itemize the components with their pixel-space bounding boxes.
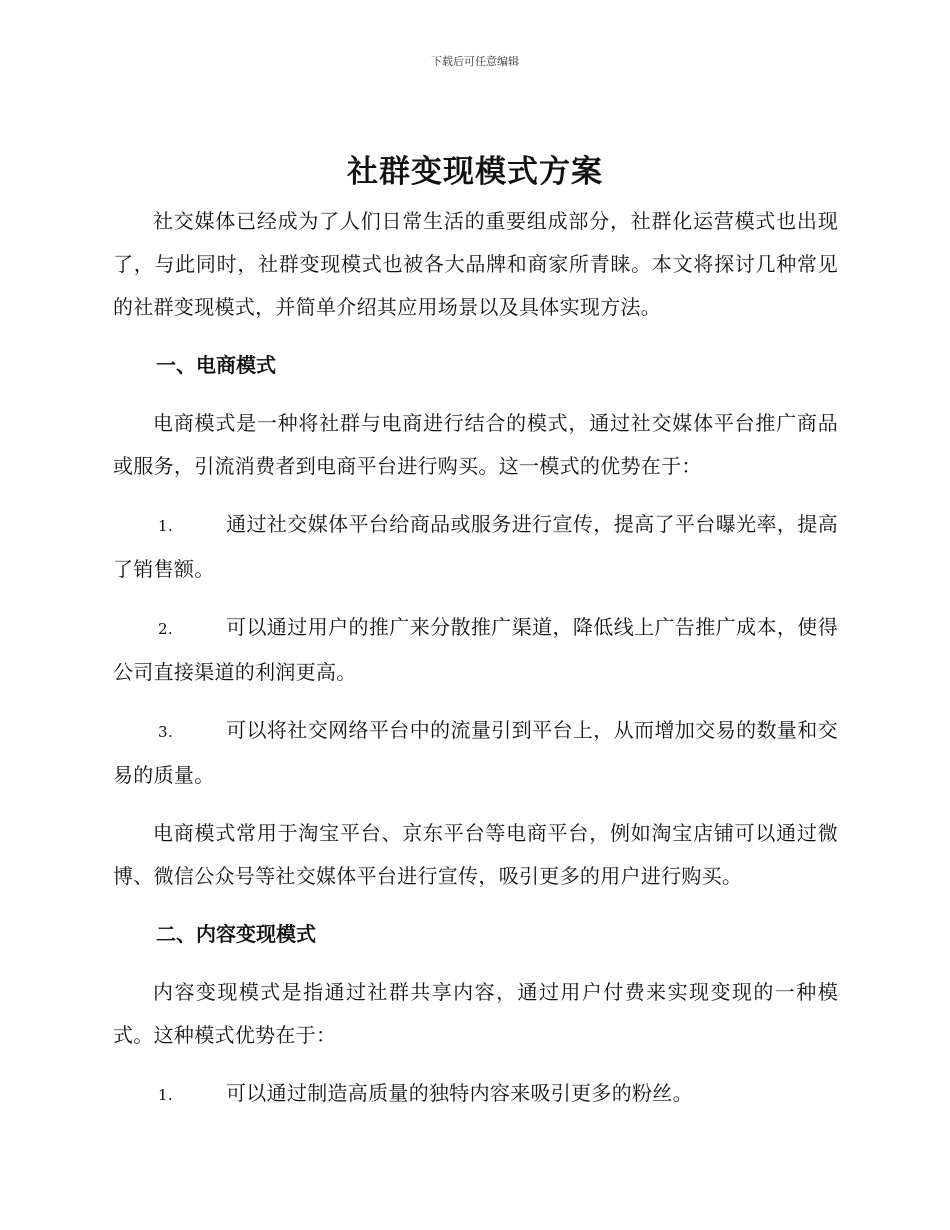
- document-body: [113, 200, 838, 1132]
- document-title: 社群变现模式方案: [347, 154, 603, 190]
- list-item: [113, 709, 838, 797]
- list-item-text: 可以通过制造高质量的独特内容来吸引更多的粉丝。: [226, 1081, 693, 1105]
- intro-paragraph: 社交媒体已经成为了人们日常生活的重要组成部分，社群化运营模式也出现了，与此同时，社群变现模式也被各大品牌和商家所青睐。本文将探讨几种常见的社群变现模式，并简单介绍其应用场景以及具体实现方法。: [113, 209, 838, 319]
- list-item-text: 可以将社交网络平台中的流量引到平台上，从而增加交易的数量和交易的质量。: [113, 718, 838, 787]
- list-number: 2.: [158, 620, 173, 638]
- list-number: 1.: [158, 1086, 173, 1104]
- list-item: [113, 606, 838, 694]
- list-number: 1.: [158, 517, 173, 535]
- list-item: [113, 503, 838, 591]
- list-number: 3.: [158, 723, 173, 741]
- header-note: 下载后可任意编辑: [431, 55, 519, 68]
- ecommerce-usage-paragraph: 电商模式常用于淘宝平台、京东平台等电商平台，例如淘宝店铺可以通过微博、微信公众号等社交媒体平台进行宣传，吸引更多的用户进行购买。: [113, 821, 838, 888]
- section-heading-ecommerce: 一、电商模式: [156, 353, 276, 377]
- list-item-text: 通过社交媒体平台给商品或服务进行宣传，提高了平台曝光率，提高了销售额。: [113, 512, 838, 581]
- list-item-text: 可以通过用户的推广来分散推广渠道，降低线上广告推广成本，使得公司直接渠道的利润更高。: [113, 615, 838, 684]
- ecommerce-intro-paragraph: 电商模式是一种将社群与电商进行结合的模式，通过社交媒体平台推广商品或服务，引流消费者到电商平台进行购买。这一模式的优势在于：: [113, 411, 838, 478]
- content-intro-paragraph: 内容变现模式是指通过社群共享内容，通过用户付费来实现变现的一种模式。这种模式优势在于：: [113, 980, 838, 1047]
- section-heading-content: 二、内容变现模式: [156, 922, 316, 946]
- list-item: [113, 1072, 838, 1117]
